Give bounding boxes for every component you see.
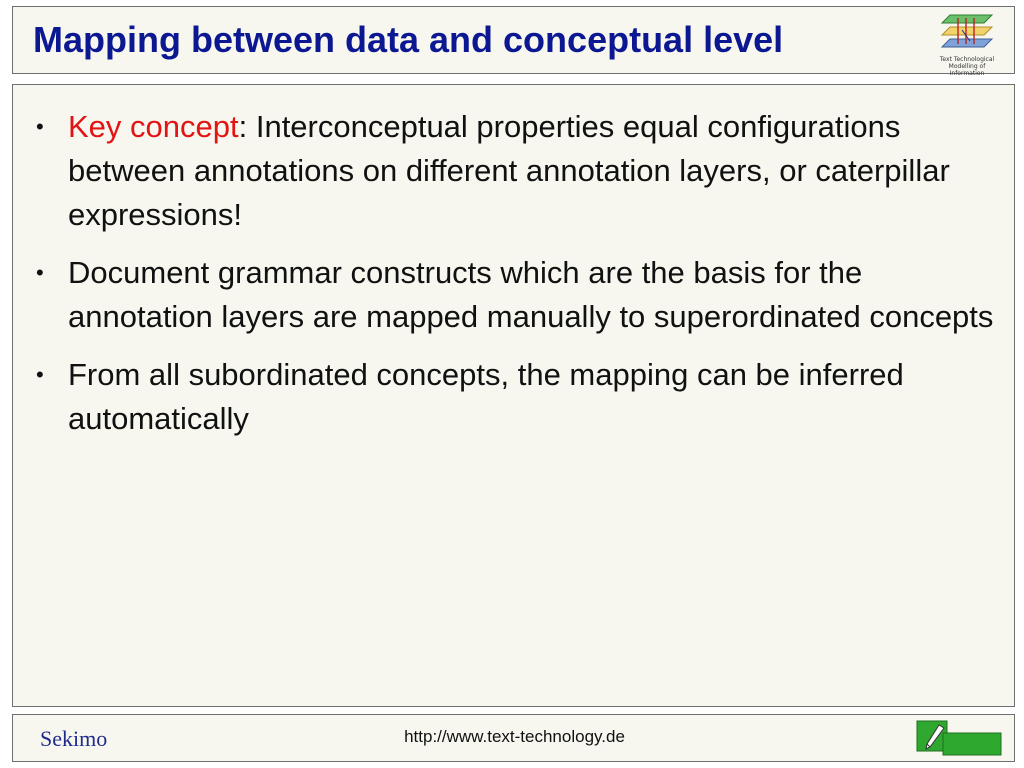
bullet-dot-icon: • <box>36 362 44 387</box>
logo-caption <box>932 56 1002 77</box>
bullet-item-document-grammar <box>33 251 1008 339</box>
key-term: Key concept <box>68 109 239 144</box>
text-technology-logo <box>932 13 1002 77</box>
pen-document-icon <box>915 719 1003 757</box>
bullet-dot-icon: • <box>36 114 44 139</box>
bullet-dot-icon: • <box>36 260 44 285</box>
bullet-text: From all subordinated concepts, the mapping can be inferred automatically <box>68 357 904 436</box>
bullet-list <box>33 105 1008 455</box>
footer-bar <box>12 714 1015 762</box>
bullet-item-subordinated-concepts <box>33 353 1008 441</box>
title-bar <box>12 6 1015 77</box>
footer-url-link[interactable]: http://www.text-technology.de <box>404 727 625 746</box>
bullet-text: : Interconceptual properties equal configurations between annotations on different annotation layers, or caterpillar expressions! <box>68 109 950 232</box>
logo-caption-line1: Text Technological <box>939 56 995 63</box>
bullet-item-key-concept <box>33 105 1008 237</box>
stacked-layers-icon <box>940 13 994 55</box>
sekimo-logo <box>915 719 1003 757</box>
bullet-text: Document grammar constructs which are the basis for the annotation layers are mapped manually to superordinated concepts <box>68 255 994 334</box>
slide-title: Mapping between data and conceptual level <box>33 19 784 60</box>
logo-caption-line2: Modelling of Information <box>948 63 986 77</box>
content-panel <box>12 84 1015 707</box>
footer-brand: Sekimo <box>40 726 108 751</box>
